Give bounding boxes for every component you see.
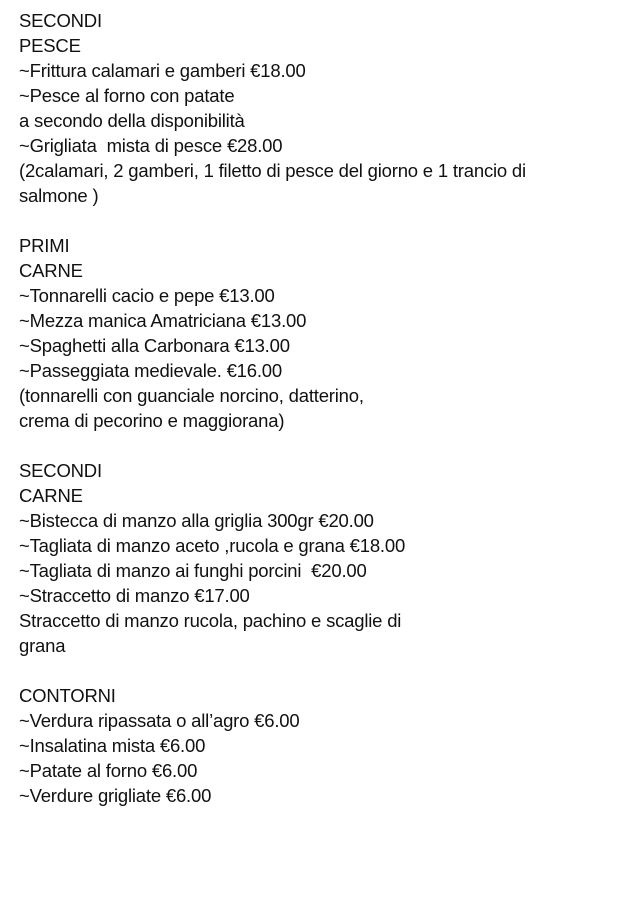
menu-item-note: a secondo della disponibilità (19, 110, 245, 131)
section-subtitle: CARNE (19, 485, 83, 506)
menu-item-note: grana (19, 635, 66, 656)
menu-item: ~Tagliata di manzo ai funghi porcini €20.00 (19, 560, 367, 581)
section-title: PRIMI (19, 235, 70, 256)
section-secondi-carne (19, 458, 640, 658)
section-secondi-pesce (19, 8, 640, 208)
menu-item-note: (2calamari, 2 gamberi, 1 filetto di pesce del giorno e 1 trancio di (19, 160, 526, 181)
menu-item: ~Grigliata mista di pesce €28.00 (19, 135, 283, 156)
section-primi-carne (19, 233, 640, 433)
menu-item-note: (tonnarelli con guanciale norcino, datterino, (19, 385, 364, 406)
menu-item: ~Verdure grigliate €6.00 (19, 785, 212, 806)
menu-item: ~Frittura calamari e gamberi €18.00 (19, 60, 306, 81)
menu-item: ~Mezza manica Amatriciana €13.00 (19, 310, 307, 331)
menu-item: ~Straccetto di manzo €17.00 (19, 585, 250, 606)
menu-item: ~Tonnarelli cacio e pepe €13.00 (19, 285, 275, 306)
menu-item: ~Verdura ripassata o all’agro €6.00 (19, 710, 300, 731)
menu-item: ~Spaghetti alla Carbonara €13.00 (19, 335, 290, 356)
section-title: SECONDI (19, 460, 102, 481)
section-subtitle: CARNE (19, 260, 83, 281)
menu-item: ~Patate al forno €6.00 (19, 760, 198, 781)
section-title: SECONDI (19, 10, 102, 31)
menu-item: ~Pesce al forno con patate (19, 85, 235, 106)
menu-item-note: crema di pecorino e maggiorana) (19, 410, 285, 431)
menu-item: ~Passeggiata medievale. €16.00 (19, 360, 282, 381)
section-subtitle: PESCE (19, 35, 81, 56)
menu-item-note: salmone ) (19, 185, 99, 206)
menu-item: ~Bistecca di manzo alla griglia 300gr €20.00 (19, 510, 374, 531)
section-title: CONTORNI (19, 685, 116, 706)
menu-item: ~Insalatina mista €6.00 (19, 735, 206, 756)
section-contorni (19, 683, 640, 808)
menu-item-note: Straccetto di manzo rucola, pachino e scaglie di (19, 610, 402, 631)
menu-item: ~Tagliata di manzo aceto ,rucola e grana €18.00 (19, 535, 406, 556)
